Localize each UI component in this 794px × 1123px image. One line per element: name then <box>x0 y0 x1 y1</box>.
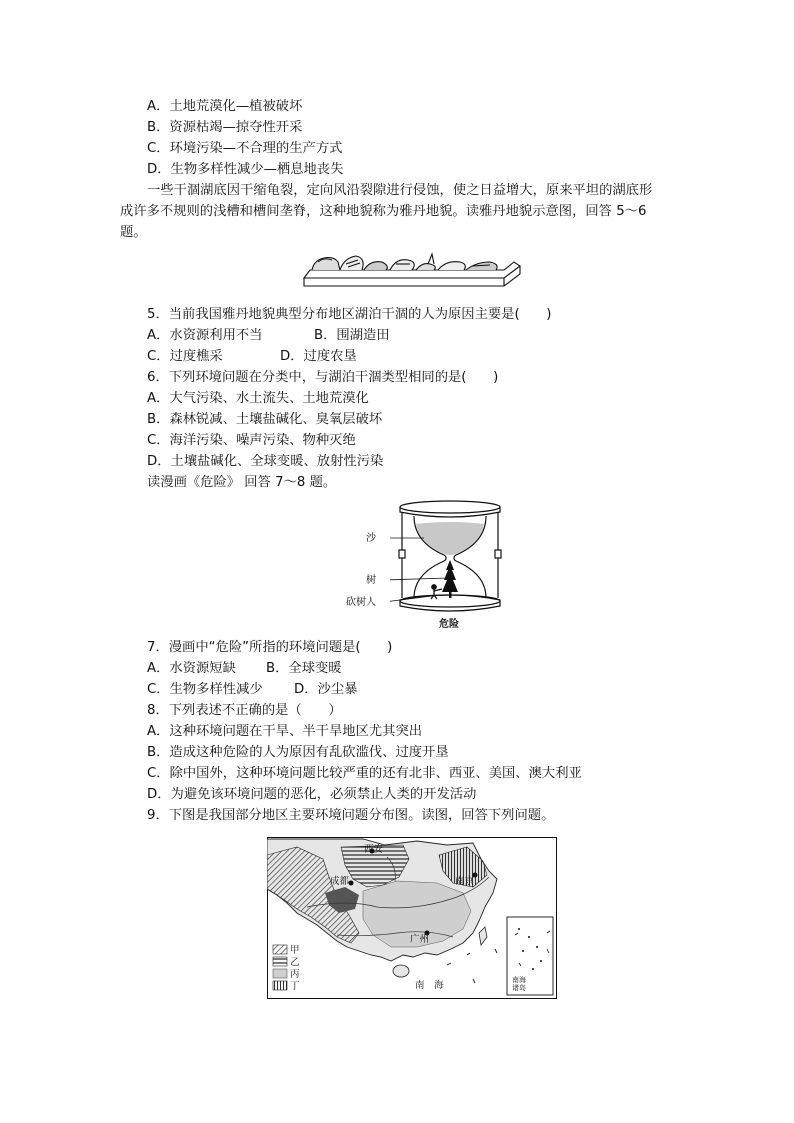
cartoon-caption: 危险 <box>439 619 459 630</box>
legend-yi: 乙 <box>290 957 300 968</box>
map-city-nanjing: 南京 <box>455 876 475 887</box>
map-city-chengdu: 成都 <box>330 876 350 887</box>
q5-option-d: D．过度农垦 <box>280 349 357 364</box>
q4-option-a: A．土地荒漠化—植被破坏 <box>147 99 303 114</box>
q7-stem: 7．漫画中“危险”所指的环境问题是( ) <box>147 640 393 655</box>
intro-yardang-line3: 题。 <box>120 225 147 240</box>
hourglass-cartoon <box>390 498 510 620</box>
q5-stem: 5．当前我国雅丹地貌典型分布地区湖泊干涸的人为原因主要是( ) <box>147 307 552 322</box>
q4-option-c: C．环境污染—不合理的生产方式 <box>147 141 343 156</box>
q7-option-d: D．沙尘暴 <box>294 682 358 697</box>
q9-stem: 9．下图是我国部分地区主要环境问题分布图。读图，回答下列问题。 <box>147 808 555 823</box>
q7-option-a: A．水资源短缺 <box>147 661 236 676</box>
environment-map <box>267 837 557 999</box>
q6-option-b: B．森林锐减、土壤盐碱化、臭氧层破坏 <box>147 412 383 427</box>
q4-option-b: B．资源枯竭—掠夺性开采 <box>147 120 303 135</box>
map-city-guangzhou: 广州 <box>410 934 430 945</box>
intro-yardang-line2: 成许多不规则的浅槽和槽间垄脊，这种地貌称为雅丹地貌。读雅丹地貌示意图，回答 5～6 <box>120 204 647 219</box>
map-city-xian: 西安 <box>364 844 384 855</box>
q6-option-d: D．土壤盐碱化、全球变暖、放射性污染 <box>147 454 384 469</box>
label-logger: 砍树人 <box>346 597 376 608</box>
q7-option-b: B．全球变暖 <box>266 661 342 676</box>
legend-bing: 丙 <box>290 969 300 980</box>
yardang-figure <box>300 248 524 290</box>
q6-option-c: C．海洋污染、噪声污染、物种灭绝 <box>147 433 356 448</box>
q7-option-c: C．生物多样性减少 <box>147 682 263 697</box>
q5-option-a: A．水资源利用不当 <box>147 328 263 343</box>
q5-option-c: C．过度樵采 <box>147 349 223 364</box>
q6-option-a: A．大气污染、水土流失、土地荒漠化 <box>147 391 369 406</box>
q8-option-a: A．这种环境问题在干旱、半干旱地区尤其突出 <box>147 724 423 739</box>
label-tree: 树 <box>366 575 376 586</box>
q8-option-b: B．造成这种危险的人为原因有乱砍滥伐、过度开垦 <box>147 745 449 760</box>
intro-cartoon: 读漫画《危险》 回答 7～8 题。 <box>147 475 337 490</box>
q8-option-d: D．为避免该环境问题的恶化，必须禁止人类的开发活动 <box>147 787 477 802</box>
q8-stem: 8．下列表述不正确的是（ ） <box>147 703 342 718</box>
legend-jia: 甲 <box>290 945 300 956</box>
intro-yardang-line1: 一些干涸湖底因干缩龟裂，定向风沿裂隙进行侵蚀，使之日益增大，原来平坦的湖底形 <box>147 183 653 198</box>
map-sea-label: 南 海 <box>415 980 444 991</box>
q6-stem: 6．下列环境问题在分类中，与湖泊干涸类型相同的是( ) <box>147 370 499 385</box>
legend-ding: 丁 <box>290 981 300 992</box>
q8-option-c: C．除中国外，这种环境问题比较严重的还有北非、西亚、美国、澳大利亚 <box>147 766 582 781</box>
q4-option-d: D．生物多样性减少—栖息地丧失 <box>147 162 344 177</box>
q5-option-b: B．围湖造田 <box>314 328 390 343</box>
map-inset-label: 南海 诸岛 <box>512 976 526 992</box>
label-sand: 沙 <box>366 533 376 544</box>
